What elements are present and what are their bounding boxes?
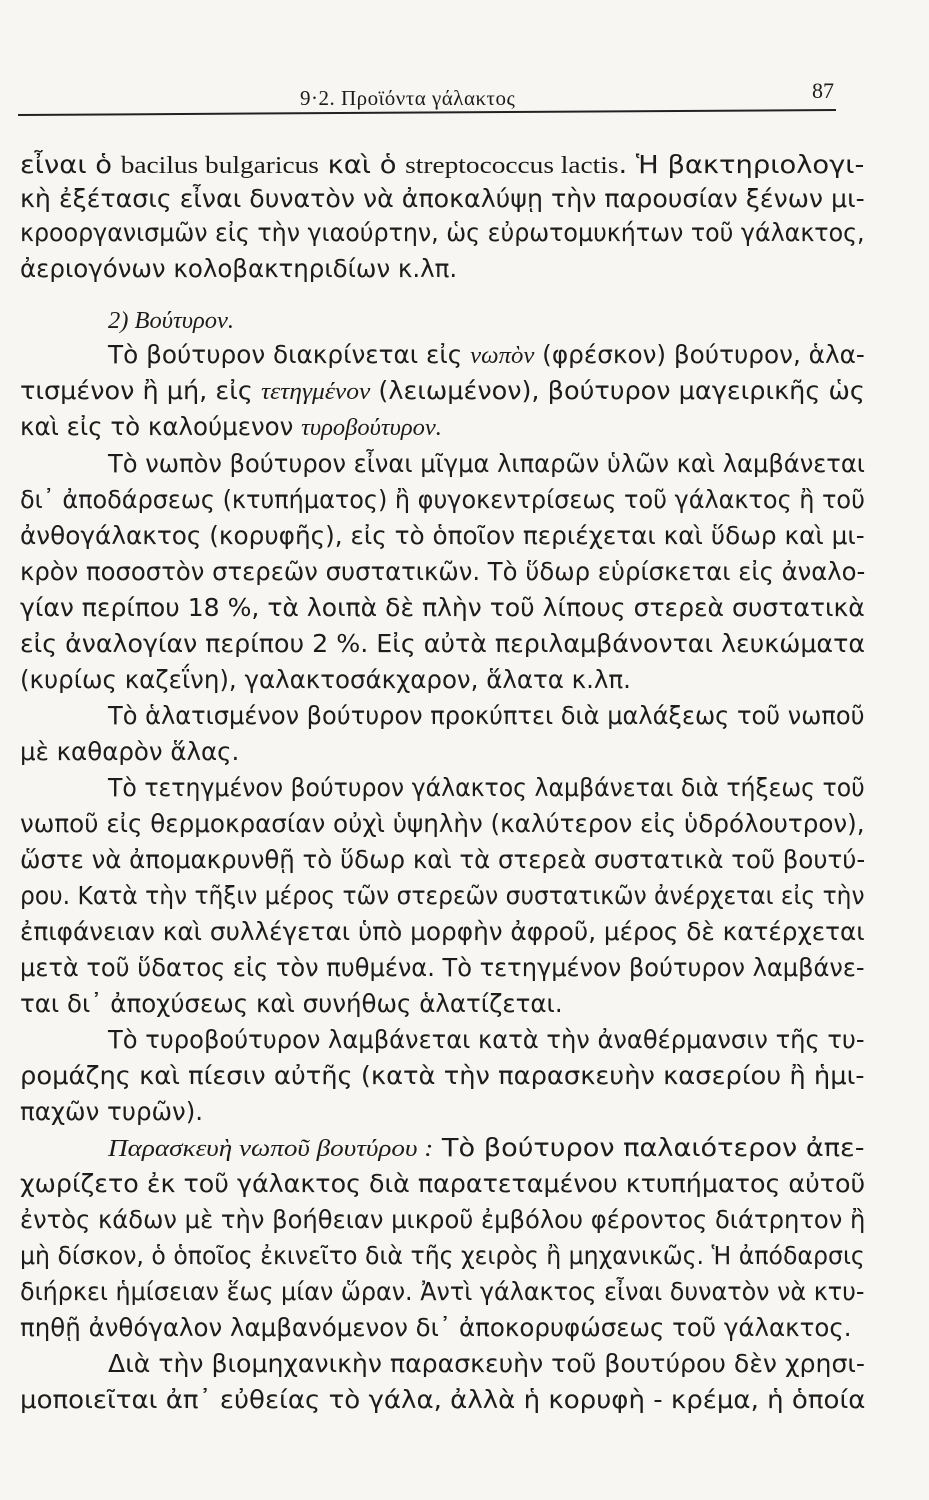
text-segment: ἐπιφάνειαν καὶ συλλέγεται ὑπὸ μορφὴν ἀφροῦ, μέρος δὲ κατέρχεται bbox=[20, 917, 865, 946]
text-segment: μετὰ τοῦ ὕδατος εἰς τὸν πυθμένα. Τὸ τετηγμένον βούτυρον λαμβάνε- bbox=[20, 953, 865, 982]
text-segment: bacilus bulgaricus bbox=[120, 152, 319, 179]
text-segment: τισμένον ἢ μή, εἰς bbox=[20, 376, 261, 405]
text-segment: μὲ καθαρὸν ἅλας. bbox=[20, 737, 240, 766]
text-line bbox=[20, 737, 239, 767]
text-line bbox=[20, 1205, 865, 1235]
text-segment: Τὸ νωπὸν βούτυρον εἶναι μῖγμα λιπαρῶν ὑλῶν καὶ λαμβάνεται bbox=[108, 449, 865, 478]
text-line bbox=[20, 881, 865, 911]
text-segment: ται δι᾽ ἀποχύσεως καὶ συνήθως ἁλατίζεται. bbox=[20, 989, 563, 1018]
text-line bbox=[20, 376, 865, 407]
text-line bbox=[20, 1241, 865, 1271]
text-segment: ἀεριογόνων κολοβακτηριδίων κ.λπ. bbox=[20, 254, 458, 283]
text-line bbox=[20, 845, 865, 875]
text-segment: πηθῇ ἀνθόγαλον λαμβανόμενον δι᾽ ἀποκορυφώσεως τοῦ γάλακτος. bbox=[20, 1313, 852, 1342]
text-segment: Διὰ τὴν βιομηχανικὴν παρασκευὴν τοῦ βουτύρου δὲν χρησι- bbox=[108, 1349, 865, 1378]
text-line bbox=[108, 701, 865, 731]
text-segment: δι᾽ ἀποδάρσεως (κτυπήματος) ἢ φυγοκεντρίσεως τοῦ γάλακτος ἢ τοῦ bbox=[20, 485, 865, 514]
text-line bbox=[108, 340, 865, 371]
text-line bbox=[20, 254, 457, 284]
text-segment: εἰς ἀναλογίαν περίπου 2 %. Εἰς αὐτὰ περιλαμβάνονται λευκώματα bbox=[20, 629, 865, 658]
text-line bbox=[20, 1313, 852, 1343]
text-line bbox=[20, 1169, 865, 1199]
text-segment: Τὸ βούτυρον διακρίνεται εἰς bbox=[108, 340, 471, 369]
text-line bbox=[20, 521, 865, 551]
italic-text: τυροβούτυρον. bbox=[301, 414, 442, 441]
text-segment: streptococcus lactis bbox=[405, 152, 619, 179]
text-segment: . Ἡ βακτηριολογι- bbox=[618, 150, 865, 179]
italic-text: 2) Βούτυρον. bbox=[108, 307, 235, 334]
text-segment: μὴ δίσκον, ὁ ὁποῖος ἐκινεῖτο διὰ τῆς χειρὸς ἢ μηχανικῶς. Ἡ ἀπόδαρσις bbox=[20, 1241, 865, 1270]
text-line bbox=[20, 989, 563, 1019]
page-header bbox=[0, 78, 929, 118]
italic-text: νωπὸν bbox=[470, 342, 535, 369]
text-segment: ὥστε νὰ ἀπομακρυνθῇ τὸ ὕδωρ καὶ τὰ στερεὰ συστατικὰ τοῦ βουτύ- bbox=[20, 845, 866, 874]
text-segment: (φρέσκον) βούτυρον, ἁλα- bbox=[534, 340, 865, 369]
text-line bbox=[108, 1025, 865, 1055]
text-segment: καὶ εἰς τὸ καλούμενον bbox=[20, 412, 302, 441]
text-segment: Τὸ ἁλατισμένον βούτυρον προκύπτει διὰ μαλάξεως τοῦ νωποῦ bbox=[108, 701, 865, 730]
text-segment: καὶ ὁ bbox=[318, 150, 406, 179]
text-line bbox=[108, 305, 234, 336]
text-line bbox=[20, 1061, 865, 1091]
text-line bbox=[20, 1277, 865, 1307]
text-line bbox=[20, 593, 865, 623]
text-segment: (λειωμένον), βούτυρον μαγειρικῆς ὡς bbox=[370, 376, 865, 405]
page-number: 87 bbox=[812, 78, 834, 103]
running-title: 9·2. Προϊόντα γάλακτος bbox=[300, 86, 516, 110]
text-line bbox=[20, 917, 865, 947]
text-line bbox=[108, 1349, 865, 1379]
text-segment: κροοργανισμῶν εἰς τὴν γιαούρτην, ὡς εὐρωτομυκήτων τοῦ γάλακτος, bbox=[20, 218, 865, 247]
text-line bbox=[108, 449, 865, 479]
italic-text: Παρασκευὴ νωποῦ βουτύρου : bbox=[108, 1135, 434, 1162]
text-segment: ρου. Κατὰ τὴν τῆξιν μέρος τῶν στερεῶν συστατικῶν ἀνέρχεται εἰς τὴν bbox=[20, 881, 865, 910]
text-segment: ρομάζης καὶ πίεσιν αὐτῆς (κατὰ τὴν παρασκευὴν κασερίου ἢ ἡμι- bbox=[20, 1061, 865, 1090]
italic-text: τετηγμένον bbox=[260, 378, 371, 405]
text-line bbox=[20, 953, 865, 983]
text-segment: κὴ ἐξέτασις εἶναι δυνατὸν νὰ ἀποκαλύψῃ τὴν παρουσίαν ξένων μι- bbox=[20, 184, 865, 213]
text-line bbox=[20, 184, 865, 214]
text-line bbox=[20, 665, 631, 695]
text-line bbox=[20, 557, 865, 587]
text-line bbox=[20, 150, 864, 181]
text-line bbox=[20, 412, 442, 443]
text-line bbox=[20, 1385, 865, 1415]
text-segment: (κυρίως καζεΐνη), γαλακτοσάκχαρον, ἅλατα κ.λπ. bbox=[20, 665, 631, 694]
text-segment: γίαν περίπου 18 %, τὰ λοιπὰ δὲ πλὴν τοῦ λίπους στερεὰ συστατικὰ bbox=[20, 593, 865, 622]
text-segment: ἀνθογάλακτος (κορυφῆς), εἰς τὸ ὁποῖον περιέχεται καὶ ὕδωρ καὶ μι- bbox=[20, 521, 865, 550]
text-segment: χωρίζετο ἐκ τοῦ γάλακτος διὰ παρατεταμένου κτυπήματος αὐτοῦ bbox=[20, 1169, 866, 1198]
text-segment: νωποῦ εἰς θερμοκρασίαν οὐχὶ ὑψηλὴν (καλύτερον εἰς ὑδρόλουτρον), bbox=[20, 809, 865, 838]
text-segment: εἶναι ὁ bbox=[20, 150, 121, 179]
text-segment: κρὸν ποσοστὸν στερεῶν συστατικῶν. Τὸ ὕδωρ εὑρίσκεται εἰς ἀναλο- bbox=[20, 557, 866, 586]
text-segment: ἐντὸς κάδων μὲ τὴν βοήθειαν μικροῦ ἐμβόλου φέροντος διάτρητον ἢ bbox=[20, 1205, 866, 1234]
text-line bbox=[20, 809, 865, 839]
text-segment: μοποιεῖται ἀπ᾽ εὐθείας τὸ γάλα, ἀλλὰ ἡ κορυφὴ - κρέμα, ἡ ὁποία bbox=[20, 1385, 866, 1414]
text-line bbox=[20, 218, 865, 248]
text-line bbox=[20, 629, 865, 659]
text-segment: Τὸ τετηγμένον βούτυρον γάλακτος λαμβάνεται διὰ τήξεως τοῦ bbox=[108, 773, 865, 802]
text-line bbox=[108, 773, 865, 803]
text-segment: Τὸ τυροβούτυρον λαμβάνεται κατὰ τὴν ἀναθέρμανσιν τῆς τυ- bbox=[108, 1025, 865, 1054]
text-segment: Τὸ βούτυρον παλαιότερον ἀπε- bbox=[433, 1133, 865, 1162]
text-segment: διήρκει ἡμίσειαν ἕως μίαν ὥραν. Ἀντὶ γάλακτος εἶναι δυνατὸν νὰ κτυ- bbox=[20, 1277, 865, 1306]
text-line bbox=[20, 1097, 203, 1127]
text-line bbox=[20, 485, 865, 515]
text-segment: παχῶν τυρῶν). bbox=[20, 1097, 204, 1126]
text-line bbox=[108, 1133, 865, 1164]
